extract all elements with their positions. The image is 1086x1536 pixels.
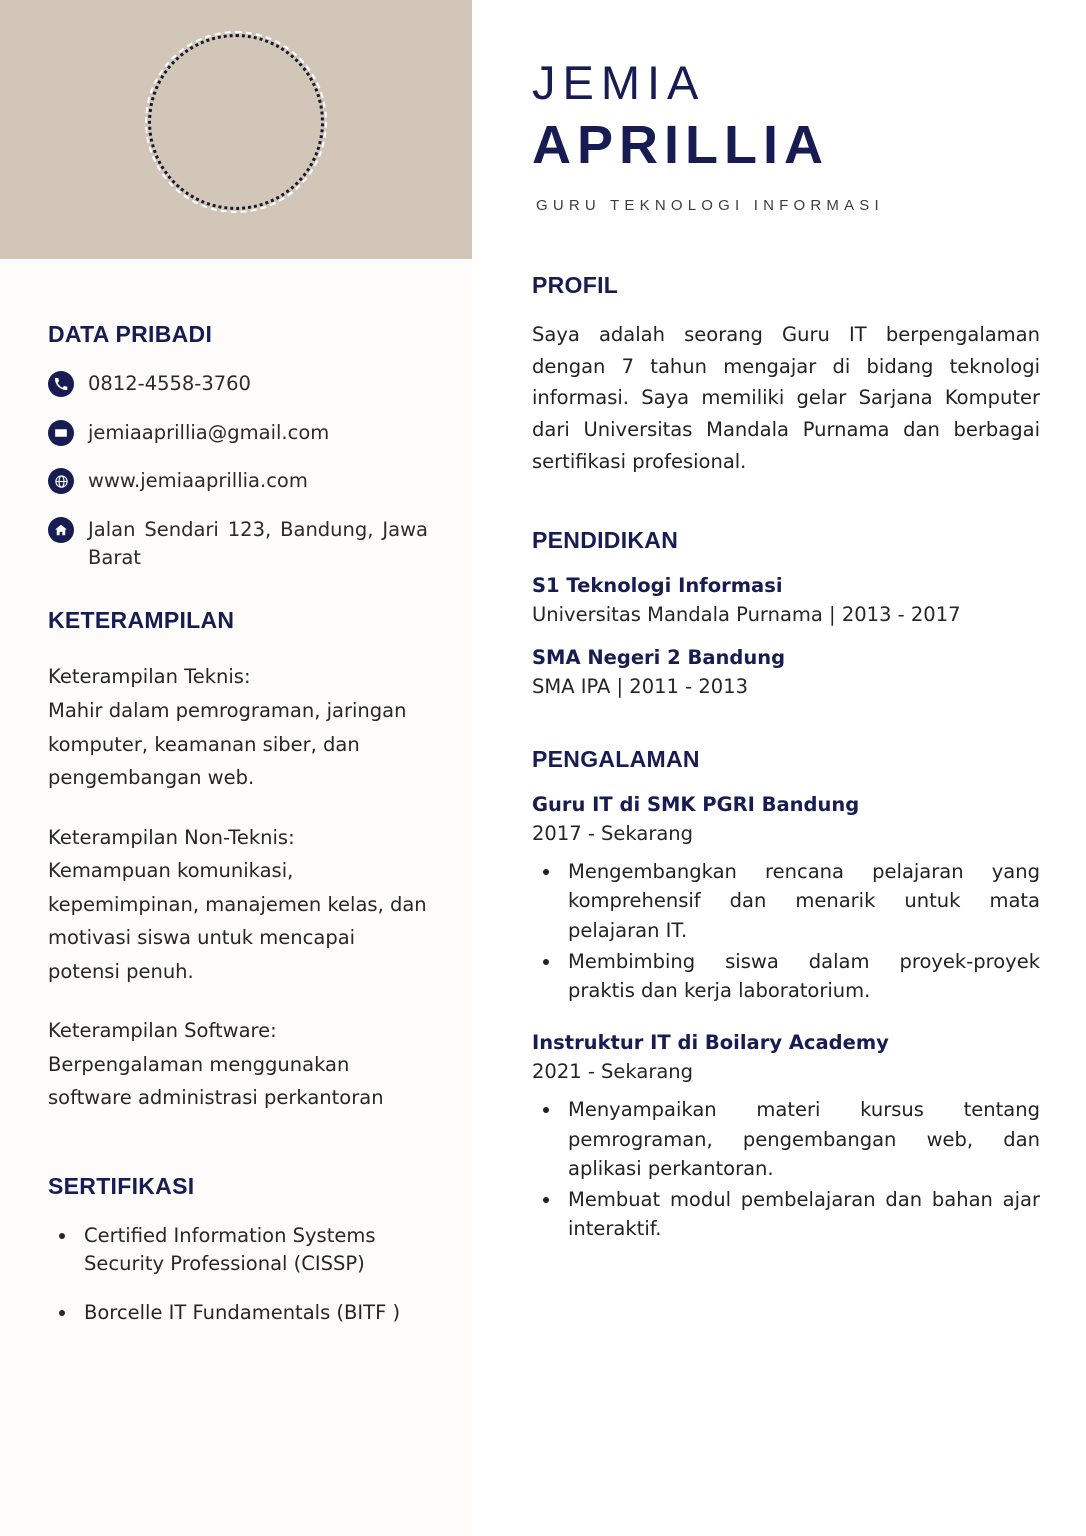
name-header [472,0,1086,214]
contact-item-email [48,419,428,447]
skill-group-software: Keterampilan Software: Berpengalaman menggunakan software administrasi perkantoran [48,1019,384,1110]
list-item: • Membuat modul pembelajaran dan bahan ajar interaktif. [562,1185,1040,1244]
contact-website-value: www.jemiaaprillia.com [88,469,308,493]
list-item: • Membimbing siswa dalam proyek-proyek praktis dan kerja laboratorium. [562,947,1040,1006]
left-sidebar [0,0,472,1536]
main-content [472,0,1086,1536]
contact-item-website [48,467,428,495]
profile-heading: PROFIL [532,272,619,299]
section-skills [0,607,472,1114]
globe-icon [48,468,74,494]
section-education [472,527,1086,698]
education-institution: Universitas Mandala Purnama | 2013 - 2017 [532,603,961,627]
certifications-heading: SERTIFIKASI [48,1172,195,1199]
skills-body [48,660,428,1114]
photo-placeholder-icon [148,34,324,210]
experience-bullet-list [532,1095,1040,1243]
last-name: APRILLIA [532,114,829,175]
education-institution: SMA IPA | 2011 - 2013 [532,675,748,699]
experience-position: Instruktur IT di Boilary Academy [532,1031,889,1055]
sidebar-content [0,259,472,1347]
photo-header-block [0,0,472,259]
experience-position: Guru IT di SMK PGRI Bandung [532,793,860,817]
education-entry [532,574,1040,626]
education-degree: S1 Teknologi Informasi [532,574,783,598]
education-entry [532,646,1040,698]
list-item: • Mengembangkan rencana pelajaran yang komprehensif dan menarik untuk mata pelajaran IT. [562,857,1040,945]
experience-bullet-list [532,857,1040,1005]
education-heading: PENDIDIKAN [532,527,679,554]
list-item: • Borcelle IT Fundamentals (BITF ) [78,1299,428,1327]
experience-entry [532,793,1040,1005]
list-item: • Certified Information Systems Security Professional (CISSP) [78,1222,428,1279]
job-title: GURU TEKNOLOGI INFORMASI [536,197,884,215]
phone-icon [48,371,74,397]
certification-list [48,1222,428,1327]
skill-group-technical: Keterampilan Teknis: Mahir dalam pemrograman, jaringan komputer, keamanan siber, dan pengembangan web. [48,665,407,790]
experience-period: 2021 - Sekarang [532,1060,694,1084]
section-certifications [0,1173,472,1327]
contact-list [48,370,428,571]
section-personal-data [0,321,472,571]
experience-entry [532,1031,1040,1243]
section-profile [472,272,1086,477]
contact-address-value: Jalan Sendari 123, Bandung, Jawa Barat [88,518,428,569]
contact-phone-value: 0812-4558-3760 [88,372,251,395]
contact-item-phone [48,370,428,398]
list-item: • Menyampaikan materi kursus tentang pemrograman, pengembangan web, dan aplikasi perkantoran. [562,1095,1040,1183]
first-name: JEMIA [532,56,706,109]
education-degree: SMA Negeri 2 Bandung [532,646,786,670]
home-icon [48,517,74,543]
experience-heading: PENGALAMAN [532,746,700,773]
skill-group-nontechnical: Keterampilan Non-Teknis: Kemampuan komunikasi, kepemimpinan, manajemen kelas, dan motivasi siswa untuk mencapai potensi penuh. [48,825,427,983]
email-icon [48,420,74,446]
profile-text: Saya adalah seorang Guru IT berpengalaman dengan 7 tahun mengajar di bidang teknologi informasi. Saya memiliki gelar Sarjana Komputer dari Universitas Mandala Purnama dan berbagai sertifikasi profesional. [532,323,1040,473]
section-experience [472,746,1086,1244]
personal-data-heading: DATA PRIBADI [48,321,213,347]
contact-item-address [48,516,428,571]
contact-email-value: jemiaaprillia@gmail.com [88,420,330,444]
skills-heading: KETERAMPILAN [48,607,235,634]
experience-period: 2017 - Sekarang [532,822,694,846]
